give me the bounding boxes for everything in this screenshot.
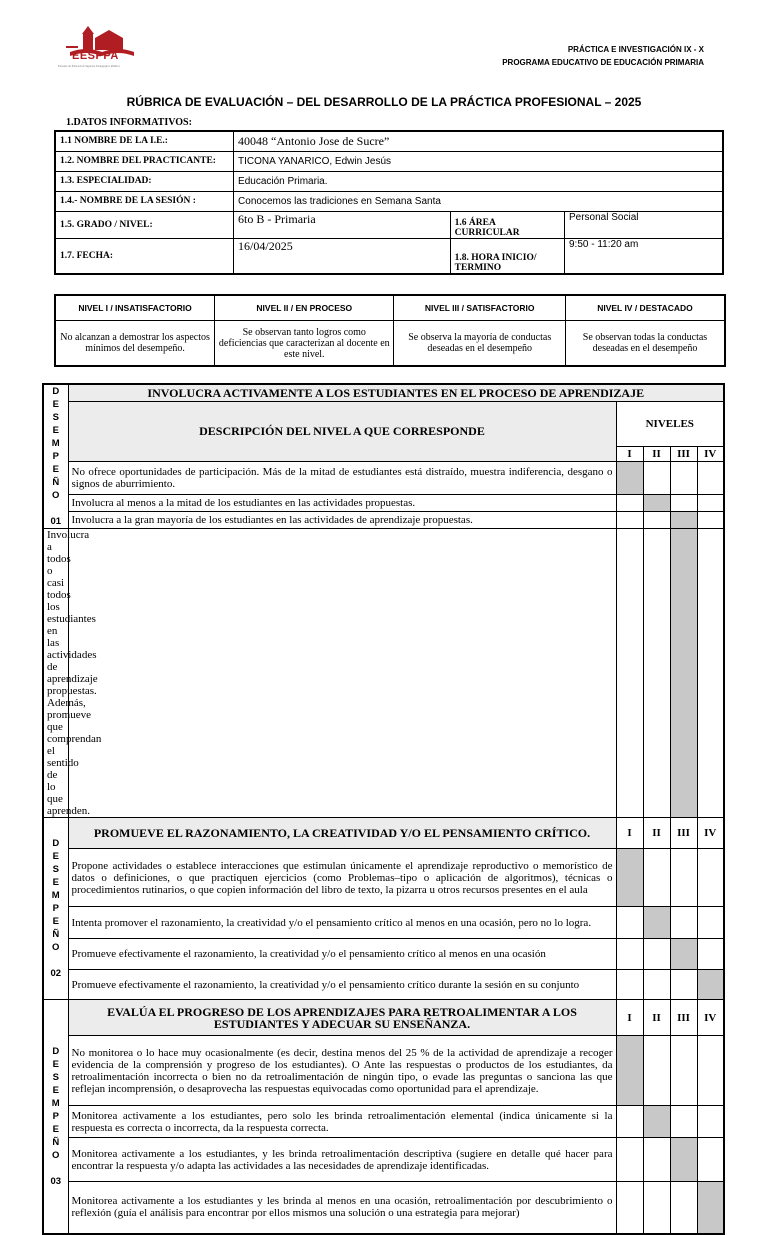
sesion-value: Conocemos las tradiciones en Semana Santa	[234, 191, 723, 211]
d1-r4-level-i[interactable]	[68, 529, 616, 818]
d3-row-4: Monitorea activamente a los estudiantes y les brinda al menos en una ocasión, retroalimentación por descubrimiento o reflexión (guía el análisis para encontrar por ellos mismos una solución o una estrategia para mejorar)	[68, 1182, 616, 1234]
header-course: PRÁCTICA E INVESTIGACIÓN IX - X	[567, 45, 704, 54]
grado-value: 6to B - Primaria	[234, 211, 451, 238]
area-label: 1.6 ÁREA CURRICULAR	[450, 211, 564, 238]
d1-r3-level-iii[interactable]	[670, 512, 697, 529]
d1-r3-level-i[interactable]	[616, 512, 643, 529]
d3-r4-level-iii[interactable]	[670, 1182, 697, 1234]
d2-r4-level-ii[interactable]	[643, 970, 670, 1000]
d2-r1-level-iii[interactable]	[670, 849, 697, 907]
d2-r2-level-iii[interactable]	[670, 907, 697, 939]
d1-r4-level-ii[interactable]	[616, 529, 643, 818]
level-col-iv: IV	[697, 447, 724, 462]
d3-r3-level-i[interactable]	[616, 1138, 643, 1182]
header-program: PROGRAMA EDUCATIVO DE EDUCACIÓN PRIMARIA	[502, 58, 704, 67]
grado-label: 1.5. GRADO / NIVEL:	[55, 211, 234, 238]
d1-r4-level-iii[interactable]	[643, 529, 670, 818]
d2-r3-level-iv[interactable]	[697, 939, 724, 970]
fecha-value: 16/04/2025	[234, 238, 451, 274]
hora-label: 1.8. HORA INICIO/ TERMINO	[450, 238, 564, 274]
d3-row-1: No monitorea o lo hace muy ocasionalmente (es decir, destina menos del 25 % de la actividad de aprendizaje a recoger evidencia de la comprensión y progreso de los estudiantes). O Ante las respuestas o productos de los estudiantes, da retroalimentación incorrecta o bien no da retroalimentación de ningún tipo, o evade las preguntas o sanciona las que reflejan incomprensión, o desaprovecha las respuestas equivocadas como oportunidad para el aprendizaje.	[68, 1036, 616, 1106]
datos-table	[54, 130, 724, 275]
level-1-name: NIVEL I / INSATISFACTORIO	[55, 295, 215, 321]
d2-r2-level-iv[interactable]	[697, 907, 724, 939]
d3-r2-level-i[interactable]	[616, 1106, 643, 1138]
desempeno-01-number: 01	[50, 516, 62, 527]
d3-r2-level-iii[interactable]	[670, 1106, 697, 1138]
d2-col-i: I	[616, 818, 643, 849]
d2-r4-level-iii[interactable]	[670, 970, 697, 1000]
d1-r2-level-iii[interactable]	[670, 495, 697, 512]
d3-r4-level-iv[interactable]	[697, 1182, 724, 1234]
desempeno-02-side: D E S E M P E Ñ O 02	[43, 818, 68, 1000]
d2-r4-level-iv[interactable]	[697, 970, 724, 1000]
d3-r1-level-iii[interactable]	[670, 1036, 697, 1106]
d2-row-1: Propone actividades o establece interacciones que estimulan únicamente el aprendizaje reproductivo o memorístico de datos o definiciones, o que practiquen ejercicios (como Problemas–tipo o aplicación de algoritmos), técnicas o procedimientos rutinarios, o que copien información del libro de texto, la pizarra u otros recursos presentes en el aula	[68, 849, 616, 907]
sesion-label: 1.4.- NOMBRE DE LA SESIÓN :	[55, 191, 234, 211]
niveles-header: NIVELES	[616, 401, 724, 447]
rubric-table	[42, 383, 725, 1235]
d3-row-3: Monitorea activamente a los estudiantes, y les brinda retroalimentación descriptiva (sugiere en detalle qué hacer para encontrar la respuesta y/o adapta las actividades a las necesidades de aprendizaje identificadas.	[68, 1138, 616, 1182]
level-col-i: I	[616, 447, 643, 462]
d2-r1-level-iv[interactable]	[697, 849, 724, 907]
d2-r1-level-i[interactable]	[616, 849, 643, 907]
especialidad-value: Educación Primaria.	[234, 171, 723, 191]
d1-row-3: Involucra a la gran mayoría de los estudiantes en las actividades de aprendizaje propuestas.	[68, 512, 616, 529]
d1-r3-level-ii[interactable]	[643, 512, 670, 529]
level-2-desc: Se observan tanto logros como deficiencias que caracterizan al docente en este nivel.	[215, 321, 394, 367]
practicante-value: TICONA YANARICO, Edwin Jesús	[234, 151, 723, 171]
desempeno-03-title: EVALÚA EL PROGRESO DE LOS APRENDIZAJES PARA RETROALIMENTAR A LOS ESTUDIANTES Y ADECUAR SU ENSEÑANZA.	[68, 1000, 616, 1036]
practicante-label: 1.2. NOMBRE DEL PRACTICANTE:	[55, 151, 234, 171]
level-3-name: NIVEL III / SATISFACTORIO	[394, 295, 566, 321]
hora-value: 9:50 - 11:20 am	[565, 238, 724, 274]
datos-section-label: 1.DATOS INFORMATIVOS:	[66, 117, 192, 128]
d2-col-iii: III	[670, 818, 697, 849]
level-col-ii: II	[643, 447, 670, 462]
d2-col-iv: IV	[697, 818, 724, 849]
d3-col-iv: IV	[697, 1000, 724, 1036]
d2-r3-level-ii[interactable]	[643, 939, 670, 970]
ie-value: 40048 “Antonio Jose de Sucre”	[234, 131, 723, 151]
d1-r2-level-ii[interactable]	[643, 495, 670, 512]
desempeno-01-side: D E S E M P E Ñ O 01	[43, 384, 68, 529]
d2-col-ii: II	[643, 818, 670, 849]
d1-r2-level-i[interactable]	[616, 495, 643, 512]
d2-r2-level-i[interactable]	[616, 907, 643, 939]
desempeno-02-number: 02	[50, 968, 62, 979]
d3-r1-level-iv[interactable]	[697, 1036, 724, 1106]
d1-r4-level-iv[interactable]	[670, 529, 697, 818]
level-4-name: NIVEL IV / DESTACADO	[565, 295, 725, 321]
d2-r2-level-ii[interactable]	[643, 907, 670, 939]
d1-row-1: No ofrece oportunidades de participación. Más de la mitad de estudiantes está distraído, muestra indiferencia, desgano o signos de aburrimiento.	[68, 462, 616, 495]
d3-r4-level-ii[interactable]	[643, 1182, 670, 1234]
d3-col-ii: II	[643, 1000, 670, 1036]
d3-r2-level-iv[interactable]	[697, 1106, 724, 1138]
ie-label: 1.1 NOMBRE DE LA I.E.:	[55, 131, 234, 151]
logo-subtext: Escuela de Educación Superior Pedagógica Pública	[58, 64, 120, 68]
d1-row-2: Involucra al menos a la mitad de los estudiantes en las actividades propuestas.	[68, 495, 616, 512]
d2-r1-level-ii[interactable]	[643, 849, 670, 907]
level-3-desc: Se observa la mayoría de conductas deseadas en el desempeño	[394, 321, 566, 367]
d3-r1-level-i[interactable]	[616, 1036, 643, 1106]
d1-r2-level-iv[interactable]	[697, 495, 724, 512]
d3-r3-level-iv[interactable]	[697, 1138, 724, 1182]
d2-row-3: Promueve efectivamente el razonamiento, la creatividad y/o el pensamiento crítico al menos en una ocasión	[68, 939, 616, 970]
d1-r1-level-iv[interactable]	[697, 462, 724, 495]
d3-r2-level-ii[interactable]	[643, 1106, 670, 1138]
desempeno-03-number: 03	[50, 1175, 62, 1187]
level-2-name: NIVEL II / EN PROCESO	[215, 295, 394, 321]
d3-col-iii: III	[670, 1000, 697, 1036]
d2-row-4: Promueve efectivamente el razonamiento, la creatividad y/o el pensamiento crítico durante la sesión en su conjunto	[68, 970, 616, 1000]
d3-col-i: I	[616, 1000, 643, 1036]
page-title: RÚBRICA DE EVALUACIÓN – DEL DESARROLLO DE LA PRÁCTICA PROFESIONAL – 2025	[126, 95, 642, 109]
fecha-label: 1.7. FECHA:	[55, 238, 234, 274]
d3-r1-level-ii[interactable]	[643, 1036, 670, 1106]
d2-r3-level-i[interactable]	[616, 939, 643, 970]
d3-r3-level-iii[interactable]	[670, 1138, 697, 1182]
levels-legend-table	[54, 294, 726, 367]
d3-row-2: Monitorea activamente a los estudiantes, pero solo les brinda retroalimentación elemental (indica únicamente si la respuesta es correcta o incorrecta, da la respuesta correcta.	[68, 1106, 616, 1138]
description-header: DESCRIPCIÓN DEL NIVEL A QUE CORRESPONDE	[68, 401, 616, 462]
d1-r1-level-ii[interactable]	[643, 462, 670, 495]
desempeno-03-side: D E S E M P E Ñ O 03	[43, 1000, 68, 1234]
d1-r3-level-iv[interactable]	[697, 512, 724, 529]
desempeno-02-title: PROMUEVE EL RAZONAMIENTO, LA CREATIVIDAD Y/O EL PENSAMIENTO CRÍTICO.	[68, 818, 616, 849]
d1-r1-level-i[interactable]	[616, 462, 643, 495]
d2-r3-level-iii[interactable]	[670, 939, 697, 970]
d1-row-4: Involucra a todos o casi todos los estudiantes en las actividades de aprendizaje propuestas. Además, promueve que comprendan el sentido de lo que aprenden.	[43, 529, 68, 818]
especialidad-label: 1.3. ESPECIALIDAD:	[55, 171, 234, 191]
level-4-desc: Se observan todas la conductas deseadas en el desempeño	[565, 321, 725, 367]
d2-row-2: Intenta promover el razonamiento, la creatividad y/o el pensamiento crítico al menos en una ocasión, pero no lo logra.	[68, 907, 616, 939]
level-col-iii: III	[670, 447, 697, 462]
desempeno-01-title: INVOLUCRA ACTIVAMENTE A LOS ESTUDIANTES EN EL PROCESO DE APRENDIZAJE	[68, 384, 724, 401]
d3-r3-level-ii[interactable]	[643, 1138, 670, 1182]
area-value: Personal Social	[565, 211, 724, 238]
level-1-desc: No alcanzan a demostrar los aspectos mínimos del desempeño.	[55, 321, 215, 367]
d1-r1-level-iii[interactable]	[670, 462, 697, 495]
d2-r4-level-i[interactable]	[616, 970, 643, 1000]
d3-r4-level-i[interactable]	[616, 1182, 643, 1234]
logo-name: EESPPA	[72, 50, 119, 62]
